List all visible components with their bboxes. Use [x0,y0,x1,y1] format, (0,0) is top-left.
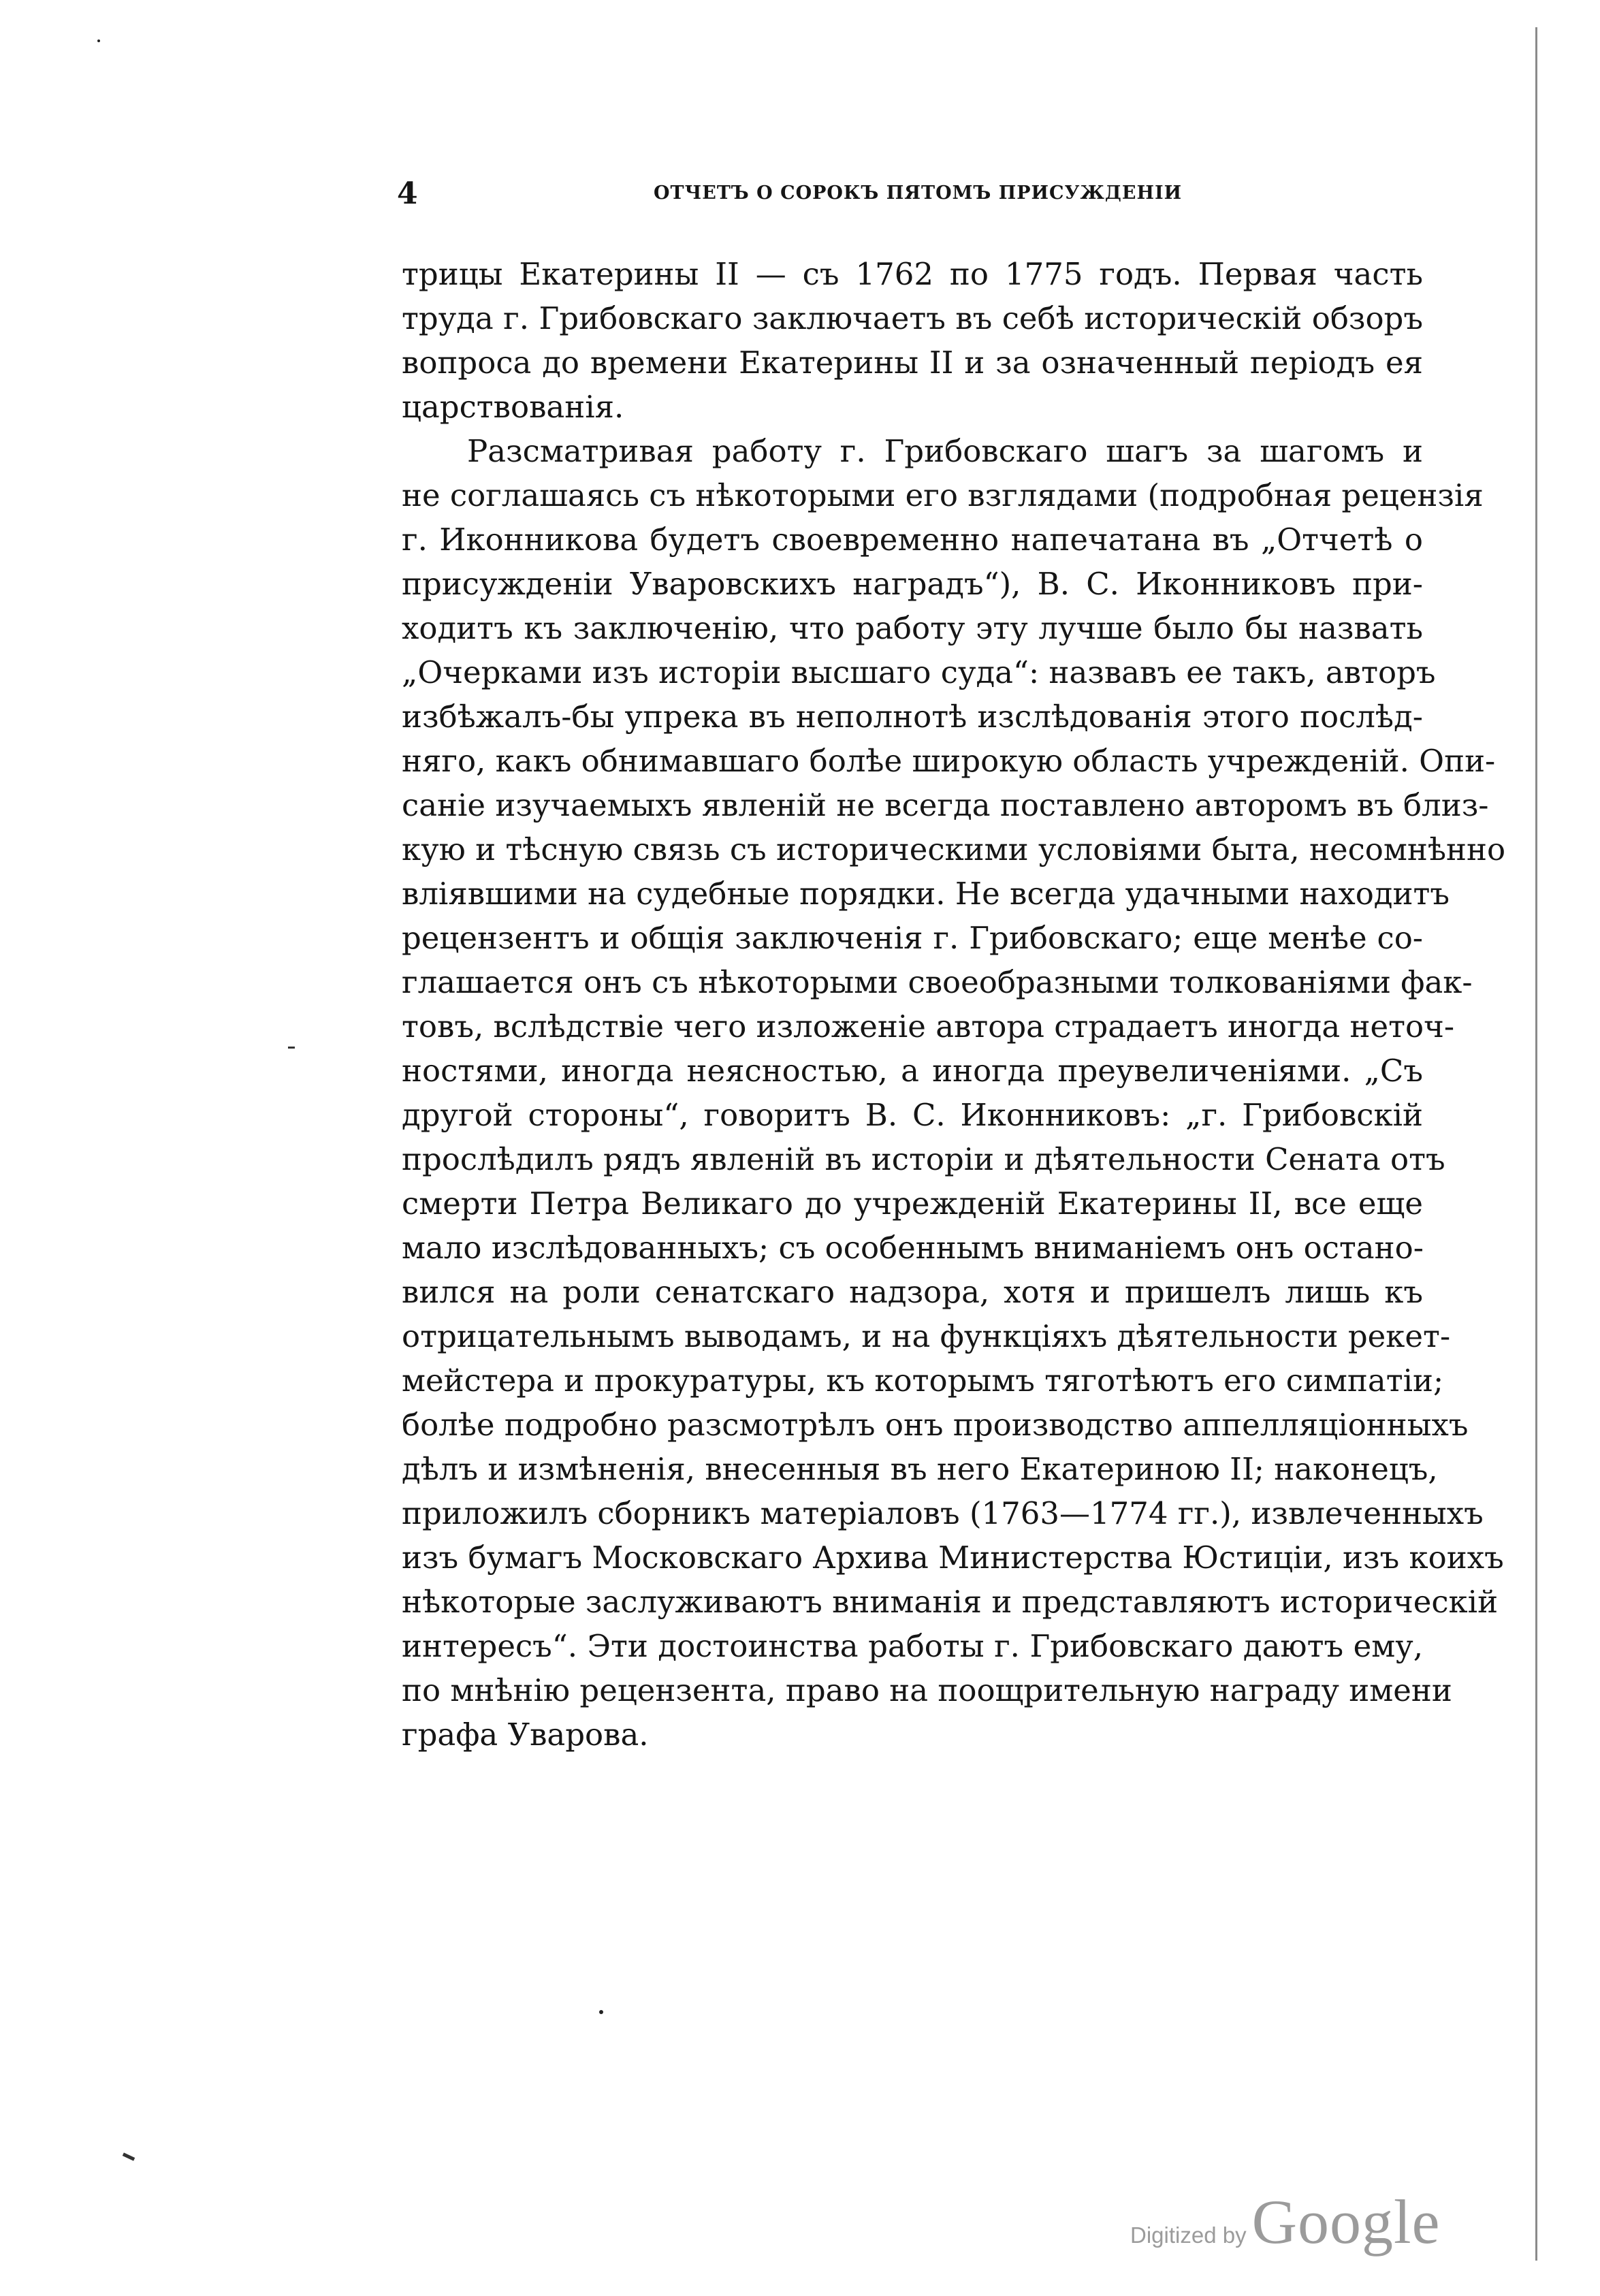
text-line: нѣкоторые заслуживаютъ вниманія и представляютъ историческій [402,1584,1499,1620]
text-line: глашается онъ съ нѣкоторыми своеобразными толкованіями фак- [402,964,1473,1000]
text-line: изъ бумагъ Московскаго Архива Министерства Юстиціи, изъ коихъ [402,1540,1504,1576]
body-text [402,252,1506,1757]
text-line: кую и тѣсную связь съ историческими условіями быта, несомнѣнно [402,831,1506,867]
digitized-by-label: Digitized by [1130,2222,1247,2248]
text-line: „Очерками изъ исторіи высшаго суда“: назвавъ ее такъ, авторъ [402,654,1436,690]
scan-speck [97,39,100,42]
text-line: присужденіи Уваровскихъ наградъ“), В. С. Иконниковъ при- [402,566,1423,602]
digitized-by-watermark [1130,2186,1440,2258]
text-line: г. Иконникова будетъ своевременно напечатана въ „Отчетѣ о [402,522,1423,558]
text-line: ностями, иногда неясностью, а иногда преувеличеніями. „Съ [402,1053,1423,1089]
text-line: приложилъ сборникъ матеріаловъ (1763—1774 гг.), извлеченныхъ [402,1495,1484,1531]
text-line: прослѣдилъ рядъ явленій въ исторіи и дѣятельности Сената отъ [402,1141,1445,1177]
text-line: труда г. Грибовскаго заключаетъ въ себѣ историческій обзоръ [402,300,1423,336]
text-line: вліявшими на судебные порядки. Не всегда удачными находитъ [402,876,1450,912]
text-line: графа Уварова. [402,1717,649,1753]
google-logo: Google [1251,2187,1441,2257]
text-line: рецензентъ и общія заключенія г. Грибовскаго; еще менѣе со- [402,920,1423,956]
text-line: ходитъ къ заключенію, что работу эту лучше было бы назвать [402,610,1423,646]
scan-page-edge [1535,27,1537,2261]
text-line: товъ, вслѣдствіе чего изложеніе автора страдаетъ иногда неточ- [402,1008,1455,1045]
text-line: вился на роли сенатскаго надзора, хотя и пришелъ лишь къ [402,1274,1423,1310]
scan-speck [288,1047,295,1049]
text-line: няго, какъ обнимавшаго болѣе широкую область учрежденій. Опи- [402,743,1496,779]
text-line: мейстера и прокуратуры, къ которымъ тяготѣютъ его симпатіи; [402,1362,1444,1399]
text-line: трицы Екатерины II — съ 1762 по 1775 годъ. Первая часть [402,256,1423,292]
text-line: другой стороны“, говоритъ В. С. Иконниковъ: „г. Грибовскій [402,1097,1423,1133]
text-line: не соглашаясь съ нѣкоторыми его взглядами (подробная рецензія [402,477,1484,513]
scan-speck [599,2010,603,2014]
text-line: по мнѣнію рецензента, право на поощрительную награду имени [402,1672,1452,1708]
text-line: отрицательнымъ выводамъ, и на функціяхъ дѣятельности рекет- [402,1318,1451,1354]
text-line: царствованія. [402,389,624,425]
text-line: мало изслѣдованныхъ; съ особеннымъ вниманіемъ онъ остано- [402,1230,1424,1266]
text-line: саніе изучаемыхъ явленій не всегда поставлено авторомъ въ близ- [402,787,1489,823]
text-line: смерти Петра Великаго до учрежденій Екатерины II, все еще [402,1185,1423,1222]
text-line: вопроса до времени Екатерины II и за означенный періодъ ея [402,345,1423,381]
text-line: интересъ“. Эти достоинства работы г. Грибовскаго даютъ ему, [402,1628,1423,1664]
page-number: 4 [397,176,418,211]
running-head: ОТЧЕТЪ О СОРОКЪ ПЯТОМЪ ПРИСУЖДЕНІИ [654,182,1183,204]
text-line: Разсматривая работу г. Грибовскаго шагъ за шагомъ и [467,433,1423,469]
text-line: избѣжалъ-бы упрека въ неполнотѣ изслѣдованія этого послѣд- [402,699,1423,735]
text-line: дѣлъ и измѣненія, внесенныя въ него Екатериною II; наконецъ, [402,1451,1438,1487]
scan-speck [123,2152,135,2161]
text-line: болѣе подробно разсмотрѣлъ онъ производство аппелляціонныхъ [402,1407,1469,1443]
